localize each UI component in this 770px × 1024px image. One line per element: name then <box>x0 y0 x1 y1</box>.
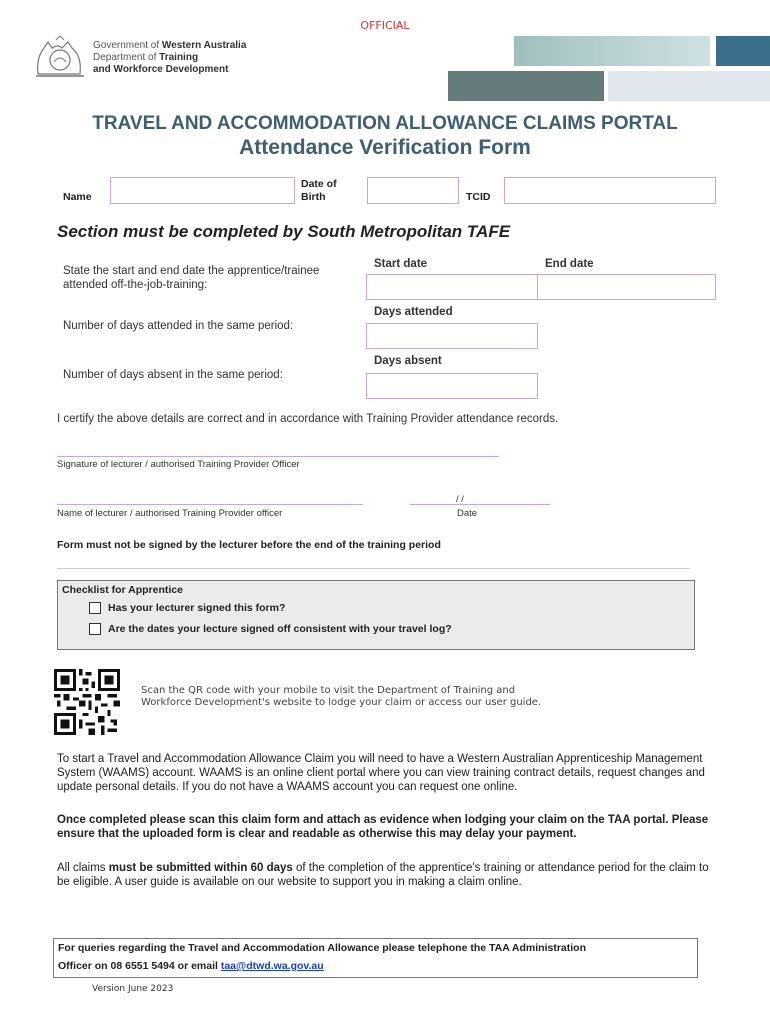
days-attended-question: Number of days attended in the same period: <box>63 320 294 332</box>
contact-line: For queries regarding the Travel and Accommodation Allowance please telephone the TAA Administration <box>58 942 587 954</box>
signing-warning: Form must not be signed by the lecturer before the end of the training period <box>57 539 441 551</box>
contact-box <box>53 938 698 978</box>
days-attended-label: Days attended <box>374 306 453 318</box>
end-date-field[interactable] <box>537 274 716 300</box>
lecturer-name-caption: Name of lecturer / authorised Training Provider officer <box>57 508 283 519</box>
waams-paragraph: To start a Travel and Accommodation Allowance Claim you will need to have a Western Australian Apprenticeship Management System (WAAMS) account. WAAMS is an online client portal where you can view training contract details, request changes and update personal details. If you do not have a WAAMS account you can request one online. <box>57 753 705 793</box>
form-title: Attendance Verification Form <box>239 136 531 159</box>
qr-code[interactable] <box>54 669 120 735</box>
start-end-question: State the start and end date the apprentice/trainee attended off-the-job-training: <box>63 265 320 291</box>
wa-crest-logo <box>32 34 88 78</box>
signature-line[interactable] <box>57 456 499 457</box>
qr-instructions: Scan the QR code with your mobile to visit the Department of Training and Workforce Development's website to lodge your claim or access our user guide. <box>141 685 542 708</box>
tcid-label: TCID <box>466 191 491 203</box>
start-date-label: Start date <box>374 258 428 270</box>
checklist-item: Are the dates your lecture signed off consistent with your travel log? <box>108 623 452 635</box>
days-attended-field[interactable] <box>366 323 538 349</box>
checkbox-icon[interactable] <box>89 602 101 614</box>
portal-title: TRAVEL AND ACCOMMODATION ALLOWANCE CLAIMS PORTAL <box>92 113 678 134</box>
header-banner <box>608 71 770 101</box>
date-caption: Date <box>457 508 478 519</box>
header-banner <box>448 71 604 101</box>
header-banner <box>514 36 710 66</box>
version-label: Version June 2023 <box>92 984 174 994</box>
section-heading: Section must be completed by South Metropolitan TAFE <box>57 222 511 241</box>
apprentice-checklist <box>57 580 695 650</box>
date-slashes: / / <box>456 494 464 505</box>
signature-caption: Signature of lecturer / authorised Training Provider Officer <box>57 459 300 470</box>
name-label: Name <box>63 191 92 203</box>
dob-label: Date of Birth <box>301 178 337 203</box>
department-name: Government of Western Australia Department of Training and Workforce Development <box>93 40 247 75</box>
checklist-item: Has your lecturer signed this form? <box>108 602 286 614</box>
end-date-label: End date <box>545 258 594 270</box>
upload-instructions: Once completed please scan this claim form and attach as evidence when lodging your claim on the TAA portal. Please ensure that the uploaded form is clear and readable as otherwise this may delay your payment. <box>57 814 709 840</box>
divider <box>57 568 690 569</box>
start-date-field[interactable] <box>366 274 538 300</box>
checkbox-icon[interactable] <box>89 623 101 635</box>
contact-line: Officer on 08 6551 5494 or email taa@dtwd.wa.gov.au <box>58 960 324 972</box>
date-line[interactable] <box>410 504 550 505</box>
days-absent-question: Number of days absent in the same period: <box>63 369 283 381</box>
name-field[interactable] <box>110 177 295 204</box>
lecturer-name-line[interactable] <box>57 504 363 505</box>
checklist-title: Checklist for Apprentice <box>62 584 183 596</box>
certify-statement: I certify the above details are correct and in accordance with Training Provider attendance records. <box>57 413 559 425</box>
tcid-field[interactable] <box>504 177 716 204</box>
submission-deadline: All claims must be submitted within 60 days of the completion of the apprentice's training or attendance period for the claim to be eligible. A user guide is available on our website to support you in making a claim online. <box>57 862 709 888</box>
header-banner <box>716 36 770 66</box>
email-link[interactable]: taa@dtwd.wa.gov.au <box>220 960 324 972</box>
classification-label: OFFICIAL <box>360 19 410 32</box>
dob-field[interactable] <box>367 177 459 204</box>
days-absent-field[interactable] <box>366 373 538 399</box>
days-absent-label: Days absent <box>374 355 442 367</box>
